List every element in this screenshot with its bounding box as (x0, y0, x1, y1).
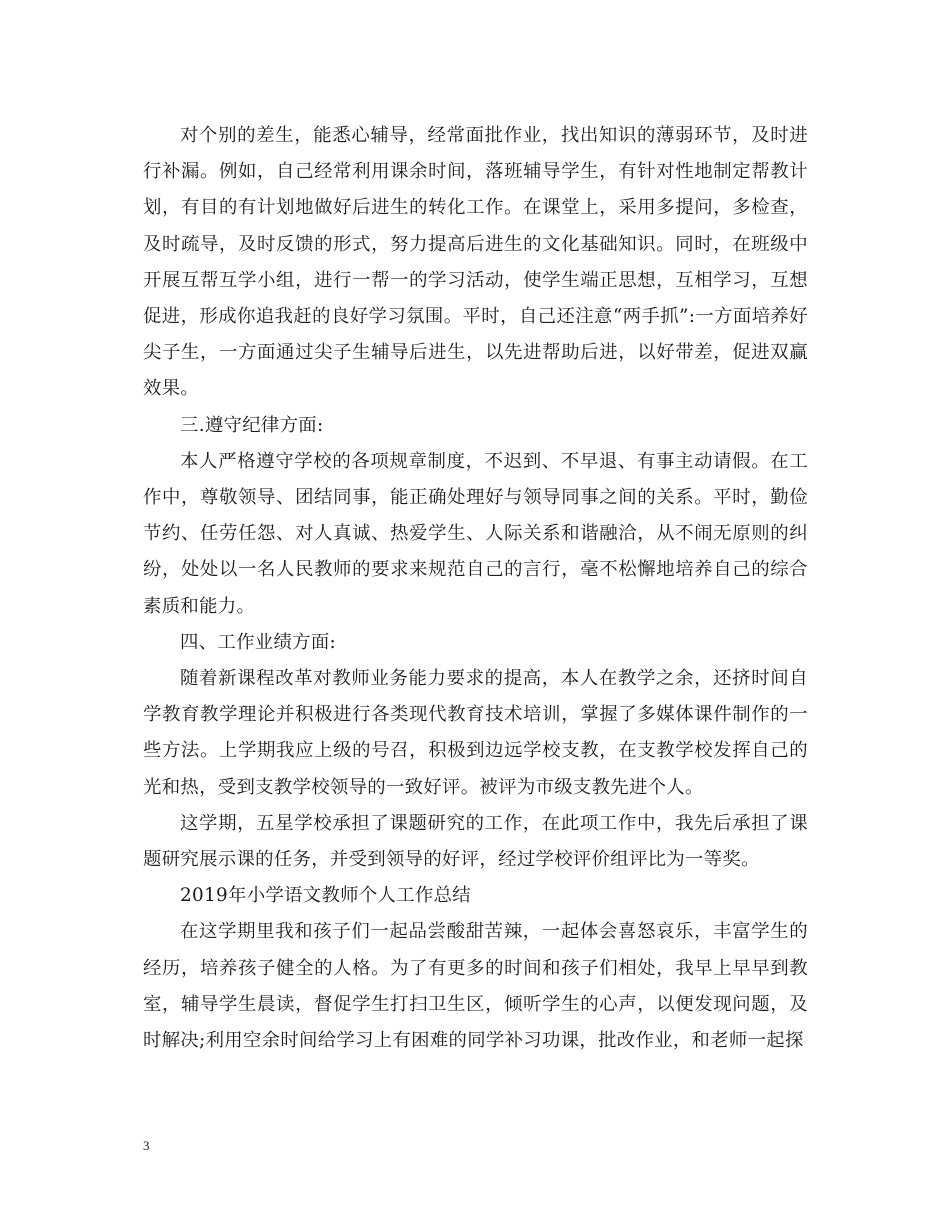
document-subtitle: 2019年小学语文教师个人工作总结 (180, 885, 471, 907)
paragraph-remedial-tutoring: 对个别的差生，能悉心辅导，经常面批作业，找出知识的薄弱环节，及时进行补漏。例如，自己经常利用课余时间，落班辅导学生，有针对性地制定帮教计划，有目的有计划地做好后进生的转化工作。在课堂上，采用多提问，多检查，及时疏导，及时反馈的形式，努力提高后进生的文化基础知识。同时，在班级中开展互帮互学小组，进行一帮一的学习活动，使学生端正思想，互相学习，互想促进，形成你追我赶的良好学习氛围。平时，自己还注意“两手抓”:一方面培养好尖子生，一方面通过尖子生辅导后进生，以先进帮助后进，以好带差，促进双赢效果。 (143, 125, 808, 400)
paragraph-semester: 在这学期里我和孩子们一起品尝酸甜苦辣，一起体会喜怒哀乐，丰富学生的经历，培养孩子健全的人格。为了有更多的时间和孩子们相处，我早上早早到教室，辅导学生晨读，督促学生打扫卫生区，倾听学生的心声，以便发现问题，及时解决;利用空余时间给学习上有困难的同学补习功课，批改作业，和老师一起探 (143, 921, 808, 1052)
section-heading-achievements: 四、工作业绩方面: (180, 631, 337, 653)
paragraph-achievements: 随着新课程改革对教师业务能力要求的提高，本人在教学之余，还挤时间自学教育教学理论并积极进行各类现代教育技术培训，掌握了多媒体课件制作的一些方法。上学期我应上级的号召，积极到边远学校支教，在支教学校发挥自己的光和热，受到支教学校领导的一致好评。被评为市级支教先进个人。 (143, 668, 808, 798)
section-heading-discipline: 三.遵守纪律方面: (180, 414, 324, 436)
paragraph-discipline: 本人严格遵守学校的各项规章制度，不迟到、不早退、有事主动请假。在工作中，尊敬领导、团结同事，能正确处理好与领导同事之间的关系。平时，勤俭节约、任劳任怨、对人真诚、热爱学生、人际关系和谐融洽，从不闹无原则的纠纷，处处以一名人民教师的要求来规范自己的言行，毫不松懈地培养自己的综合素质和能力。 (143, 450, 808, 617)
page-number: 3 (143, 1138, 150, 1153)
paragraph-research: 这学期，五星学校承担了课题研究的工作，在此项工作中，我先后承担了课题研究展示课的任务，并受到领导的好评，经过学校评价组评比为一等奖。 (143, 812, 808, 871)
document-body (143, 118, 808, 1059)
